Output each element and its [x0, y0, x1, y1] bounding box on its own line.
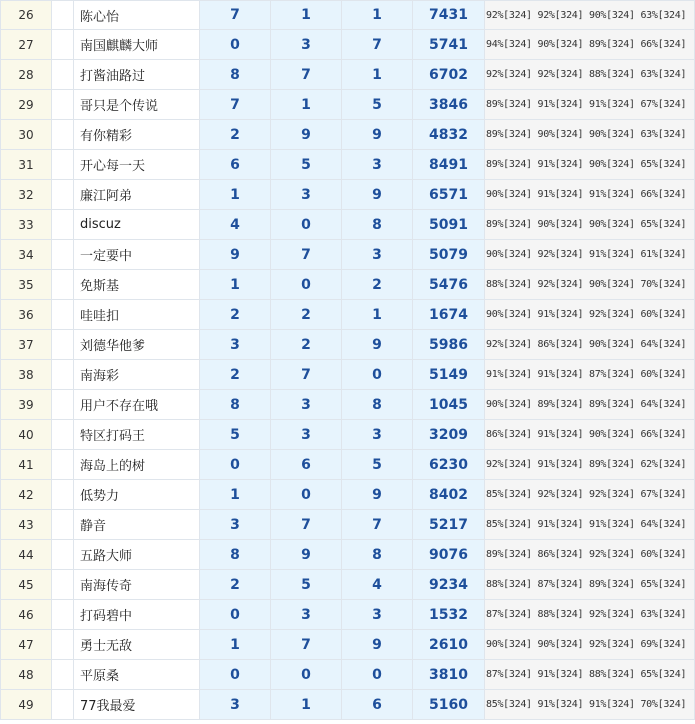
- user-name-cell[interactable]: 用户不存在哦: [74, 390, 200, 420]
- digit-2-cell: 3: [271, 420, 342, 450]
- digit-3-cell: 3: [342, 600, 413, 630]
- spacer-cell: [52, 420, 74, 450]
- digit-1-cell: 9: [200, 240, 271, 270]
- table-row: [1, 30, 695, 60]
- rank-cell: 49: [1, 690, 52, 720]
- percent-stats-cell: 89%[324] 90%[324] 90%[324] 65%[324]: [485, 210, 695, 240]
- digit-3-cell: 5: [342, 90, 413, 120]
- percent-stats-cell: 89%[324] 91%[324] 90%[324] 65%[324]: [485, 150, 695, 180]
- digit-2-cell: 2: [271, 300, 342, 330]
- rank-cell: 40: [1, 420, 52, 450]
- user-name-cell[interactable]: 打酱油路过: [74, 60, 200, 90]
- percent-stats-cell: 89%[324] 91%[324] 91%[324] 67%[324]: [485, 90, 695, 120]
- digit-1-cell: 0: [200, 600, 271, 630]
- user-name-cell[interactable]: 南海传奇: [74, 570, 200, 600]
- rank-cell: 32: [1, 180, 52, 210]
- user-name-cell[interactable]: 哇哇扣: [74, 300, 200, 330]
- digit-1-cell: 7: [200, 1, 271, 30]
- number-cell: 6571: [413, 180, 485, 210]
- spacer-cell: [52, 1, 74, 30]
- rank-cell: 43: [1, 510, 52, 540]
- digit-2-cell: 6: [271, 450, 342, 480]
- rank-cell: 44: [1, 540, 52, 570]
- rank-cell: 38: [1, 360, 52, 390]
- digit-2-cell: 3: [271, 390, 342, 420]
- percent-stats-cell: 92%[324] 92%[324] 88%[324] 63%[324]: [485, 60, 695, 90]
- rank-cell: 28: [1, 60, 52, 90]
- rank-cell: 27: [1, 30, 52, 60]
- spacer-cell: [52, 450, 74, 480]
- spacer-cell: [52, 600, 74, 630]
- digit-3-cell: 6: [342, 690, 413, 720]
- digit-3-cell: 0: [342, 660, 413, 690]
- digit-3-cell: 9: [342, 480, 413, 510]
- percent-stats-cell: 90%[324] 90%[324] 92%[324] 69%[324]: [485, 630, 695, 660]
- rank-cell: 30: [1, 120, 52, 150]
- digit-1-cell: 1: [200, 180, 271, 210]
- digit-1-cell: 0: [200, 660, 271, 690]
- table-row: [1, 510, 695, 540]
- table-row: [1, 150, 695, 180]
- table-row: [1, 450, 695, 480]
- digit-2-cell: 0: [271, 480, 342, 510]
- rank-cell: 34: [1, 240, 52, 270]
- spacer-cell: [52, 690, 74, 720]
- user-name-cell[interactable]: 平原桑: [74, 660, 200, 690]
- spacer-cell: [52, 120, 74, 150]
- table-row: [1, 480, 695, 510]
- percent-stats-cell: 89%[324] 90%[324] 90%[324] 63%[324]: [485, 120, 695, 150]
- number-cell: 5149: [413, 360, 485, 390]
- digit-3-cell: 7: [342, 510, 413, 540]
- table-row: [1, 390, 695, 420]
- table-row: [1, 690, 695, 720]
- spacer-cell: [52, 390, 74, 420]
- number-cell: 7431: [413, 1, 485, 30]
- digit-3-cell: 9: [342, 330, 413, 360]
- percent-stats-cell: 85%[324] 91%[324] 91%[324] 70%[324]: [485, 690, 695, 720]
- table-row: [1, 360, 695, 390]
- table-row: [1, 60, 695, 90]
- digit-2-cell: 1: [271, 690, 342, 720]
- spacer-cell: [52, 150, 74, 180]
- percent-stats-cell: 89%[324] 86%[324] 92%[324] 60%[324]: [485, 540, 695, 570]
- digit-1-cell: 3: [200, 690, 271, 720]
- rank-cell: 29: [1, 90, 52, 120]
- digit-1-cell: 1: [200, 480, 271, 510]
- digit-1-cell: 8: [200, 390, 271, 420]
- rank-cell: 36: [1, 300, 52, 330]
- percent-stats-cell: 92%[324] 86%[324] 90%[324] 64%[324]: [485, 330, 695, 360]
- number-cell: 6230: [413, 450, 485, 480]
- number-cell: 5217: [413, 510, 485, 540]
- digit-3-cell: 1: [342, 300, 413, 330]
- digit-3-cell: 3: [342, 150, 413, 180]
- digit-1-cell: 3: [200, 330, 271, 360]
- digit-2-cell: 1: [271, 90, 342, 120]
- rank-cell: 41: [1, 450, 52, 480]
- spacer-cell: [52, 570, 74, 600]
- table-row: [1, 180, 695, 210]
- digit-1-cell: 7: [200, 90, 271, 120]
- user-name-cell[interactable]: 特区打码王: [74, 420, 200, 450]
- digit-3-cell: 1: [342, 1, 413, 30]
- digit-1-cell: 3: [200, 510, 271, 540]
- digit-3-cell: 4: [342, 570, 413, 600]
- percent-stats-cell: 90%[324] 91%[324] 92%[324] 60%[324]: [485, 300, 695, 330]
- digit-2-cell: 3: [271, 30, 342, 60]
- spacer-cell: [52, 330, 74, 360]
- percent-stats-cell: 87%[324] 88%[324] 92%[324] 63%[324]: [485, 600, 695, 630]
- number-cell: 5079: [413, 240, 485, 270]
- spacer-cell: [52, 90, 74, 120]
- percent-stats-cell: 88%[324] 92%[324] 90%[324] 70%[324]: [485, 270, 695, 300]
- table-row: [1, 90, 695, 120]
- digit-2-cell: 0: [271, 660, 342, 690]
- user-name-cell[interactable]: 开心每一天: [74, 150, 200, 180]
- percent-stats-cell: 87%[324] 91%[324] 88%[324] 65%[324]: [485, 660, 695, 690]
- spacer-cell: [52, 510, 74, 540]
- digit-2-cell: 7: [271, 60, 342, 90]
- percent-stats-cell: 88%[324] 87%[324] 89%[324] 65%[324]: [485, 570, 695, 600]
- number-cell: 5986: [413, 330, 485, 360]
- rank-cell: 47: [1, 630, 52, 660]
- user-name-cell[interactable]: 陈心怡: [74, 1, 200, 30]
- digit-3-cell: 2: [342, 270, 413, 300]
- rank-cell: 48: [1, 660, 52, 690]
- digit-3-cell: 9: [342, 180, 413, 210]
- table-row: [1, 420, 695, 450]
- spacer-cell: [52, 300, 74, 330]
- digit-1-cell: 2: [200, 360, 271, 390]
- rank-cell: 45: [1, 570, 52, 600]
- table-row: [1, 1, 695, 30]
- rank-cell: 33: [1, 210, 52, 240]
- digit-3-cell: 8: [342, 210, 413, 240]
- digit-2-cell: 7: [271, 360, 342, 390]
- number-cell: 2610: [413, 630, 485, 660]
- table-row: [1, 240, 695, 270]
- percent-stats-cell: 94%[324] 90%[324] 89%[324] 66%[324]: [485, 30, 695, 60]
- digit-2-cell: 3: [271, 600, 342, 630]
- user-name-cell[interactable]: 有你精彩: [74, 120, 200, 150]
- digit-1-cell: 2: [200, 300, 271, 330]
- digit-2-cell: 0: [271, 270, 342, 300]
- percent-stats-cell: 85%[324] 91%[324] 91%[324] 64%[324]: [485, 510, 695, 540]
- digit-1-cell: 0: [200, 450, 271, 480]
- digit-2-cell: 3: [271, 180, 342, 210]
- digit-2-cell: 9: [271, 540, 342, 570]
- table-row: [1, 570, 695, 600]
- spacer-cell: [52, 240, 74, 270]
- percent-stats-cell: 86%[324] 91%[324] 90%[324] 66%[324]: [485, 420, 695, 450]
- number-cell: 5091: [413, 210, 485, 240]
- digit-1-cell: 8: [200, 540, 271, 570]
- user-name-cell[interactable]: 五路大师: [74, 540, 200, 570]
- user-name-cell[interactable]: 一定要中: [74, 240, 200, 270]
- digit-2-cell: 7: [271, 510, 342, 540]
- number-cell: 1045: [413, 390, 485, 420]
- number-cell: 3846: [413, 90, 485, 120]
- digit-1-cell: 8: [200, 60, 271, 90]
- digit-3-cell: 9: [342, 630, 413, 660]
- digit-2-cell: 5: [271, 150, 342, 180]
- rank-cell: 26: [1, 1, 52, 30]
- number-cell: 1674: [413, 300, 485, 330]
- percent-stats-cell: 92%[324] 92%[324] 90%[324] 63%[324]: [485, 1, 695, 30]
- user-name-cell[interactable]: discuz: [74, 210, 200, 240]
- rank-cell: 46: [1, 600, 52, 630]
- digit-1-cell: 2: [200, 120, 271, 150]
- number-cell: 9234: [413, 570, 485, 600]
- number-cell: 8491: [413, 150, 485, 180]
- percent-stats-cell: 90%[324] 91%[324] 91%[324] 66%[324]: [485, 180, 695, 210]
- digit-2-cell: 9: [271, 120, 342, 150]
- number-cell: 9076: [413, 540, 485, 570]
- user-name-cell[interactable]: 77我最爱: [74, 690, 200, 720]
- table-row: [1, 210, 695, 240]
- table-row: [1, 330, 695, 360]
- table-row: [1, 630, 695, 660]
- spacer-cell: [52, 480, 74, 510]
- digit-2-cell: 7: [271, 240, 342, 270]
- digit-2-cell: 7: [271, 630, 342, 660]
- percent-stats-cell: 85%[324] 92%[324] 92%[324] 67%[324]: [485, 480, 695, 510]
- digit-3-cell: 0: [342, 360, 413, 390]
- number-cell: 5160: [413, 690, 485, 720]
- spacer-cell: [52, 540, 74, 570]
- number-cell: 3209: [413, 420, 485, 450]
- number-cell: 5741: [413, 30, 485, 60]
- digit-2-cell: 5: [271, 570, 342, 600]
- number-cell: 6702: [413, 60, 485, 90]
- digit-1-cell: 2: [200, 570, 271, 600]
- user-name-cell[interactable]: 勇士无敌: [74, 630, 200, 660]
- digit-3-cell: 7: [342, 30, 413, 60]
- percent-stats-cell: 90%[324] 89%[324] 89%[324] 64%[324]: [485, 390, 695, 420]
- rank-cell: 39: [1, 390, 52, 420]
- rank-cell: 42: [1, 480, 52, 510]
- spacer-cell: [52, 660, 74, 690]
- user-name-cell[interactable]: 刘德华他爹: [74, 330, 200, 360]
- spacer-cell: [52, 630, 74, 660]
- percent-stats-cell: 92%[324] 91%[324] 89%[324] 62%[324]: [485, 450, 695, 480]
- spacer-cell: [52, 270, 74, 300]
- digit-3-cell: 5: [342, 450, 413, 480]
- digit-1-cell: 6: [200, 150, 271, 180]
- table-row: [1, 540, 695, 570]
- table-row: [1, 660, 695, 690]
- digit-1-cell: 4: [200, 210, 271, 240]
- digit-3-cell: 3: [342, 240, 413, 270]
- ranking-table-body: [1, 1, 695, 720]
- table-row: [1, 120, 695, 150]
- number-cell: 1532: [413, 600, 485, 630]
- spacer-cell: [52, 30, 74, 60]
- spacer-cell: [52, 210, 74, 240]
- table-row: [1, 600, 695, 630]
- user-name-cell[interactable]: 南国麒麟大师: [74, 30, 200, 60]
- digit-1-cell: 1: [200, 270, 271, 300]
- digit-1-cell: 5: [200, 420, 271, 450]
- user-name-cell[interactable]: 海岛上的树: [74, 450, 200, 480]
- rank-cell: 31: [1, 150, 52, 180]
- user-name-cell[interactable]: 免斯基: [74, 270, 200, 300]
- number-cell: 4832: [413, 120, 485, 150]
- user-name-cell[interactable]: 打码碧中: [74, 600, 200, 630]
- user-name-cell[interactable]: 哥只是个传说: [74, 90, 200, 120]
- number-cell: 3810: [413, 660, 485, 690]
- digit-3-cell: 3: [342, 420, 413, 450]
- user-name-cell[interactable]: 南海彩: [74, 360, 200, 390]
- spacer-cell: [52, 180, 74, 210]
- percent-stats-cell: 91%[324] 91%[324] 87%[324] 60%[324]: [485, 360, 695, 390]
- user-name-cell[interactable]: 低势力: [74, 480, 200, 510]
- table-row: [1, 270, 695, 300]
- digit-3-cell: 9: [342, 120, 413, 150]
- digit-2-cell: 0: [271, 210, 342, 240]
- percent-stats-cell: 90%[324] 92%[324] 91%[324] 61%[324]: [485, 240, 695, 270]
- user-name-cell[interactable]: 廉江阿弟: [74, 180, 200, 210]
- digit-3-cell: 8: [342, 540, 413, 570]
- digit-3-cell: 8: [342, 390, 413, 420]
- digit-3-cell: 1: [342, 60, 413, 90]
- user-name-cell[interactable]: 静音: [74, 510, 200, 540]
- table-row: [1, 300, 695, 330]
- spacer-cell: [52, 60, 74, 90]
- digit-1-cell: 1: [200, 630, 271, 660]
- rank-cell: 37: [1, 330, 52, 360]
- number-cell: 8402: [413, 480, 485, 510]
- number-cell: 5476: [413, 270, 485, 300]
- digit-1-cell: 0: [200, 30, 271, 60]
- spacer-cell: [52, 360, 74, 390]
- rank-cell: 35: [1, 270, 52, 300]
- digit-2-cell: 1: [271, 1, 342, 30]
- digit-2-cell: 2: [271, 330, 342, 360]
